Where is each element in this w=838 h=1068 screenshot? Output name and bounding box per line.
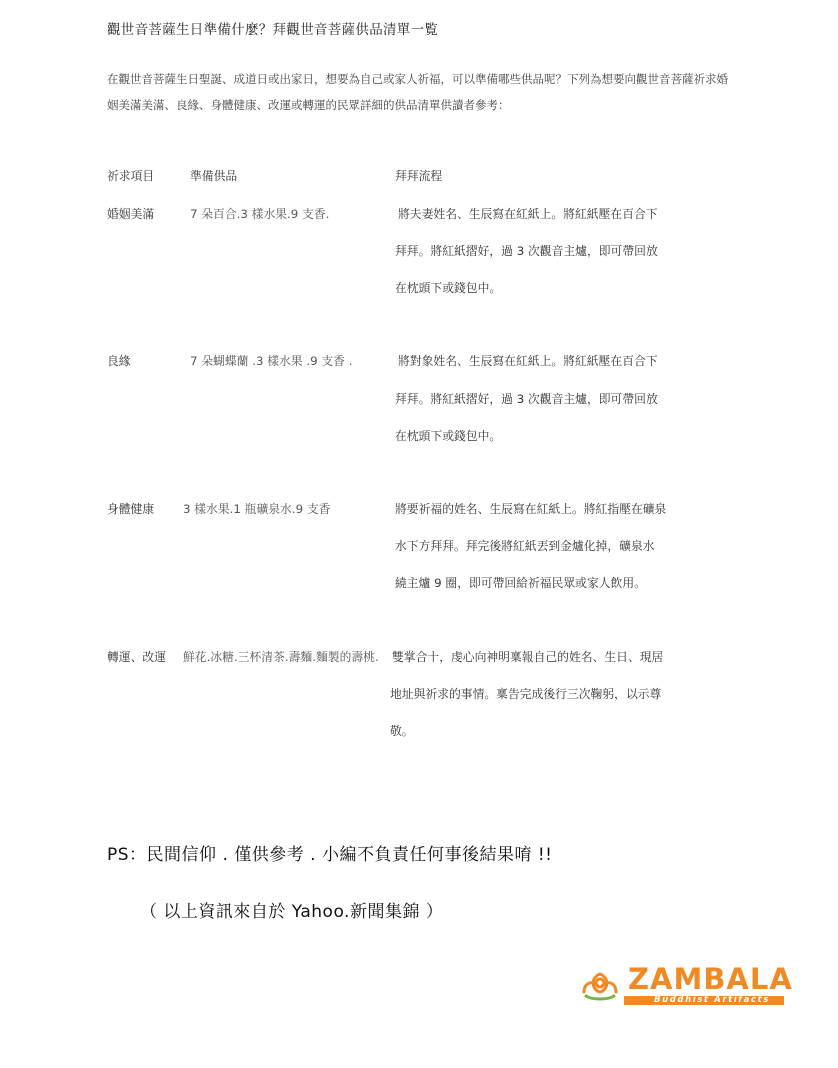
row-item-health: 身體健康: [107, 502, 155, 516]
intro-line-1: 在觀世音菩薩生日聖誕、成道日或出家日，想要為自己或家人祈福，可以準備哪些供品呢？下列為想要向觀世音菩薩祈求婚: [107, 72, 728, 86]
intro-paragraph: [107, 66, 827, 118]
row-offering-luck: 鮮花.冰糖.三杯清茶.壽麵.麵製的壽桃.: [183, 650, 379, 664]
row-process-health-3: 繞主爐 9 圈，即可帶回給祈福民眾或家人飲用。: [395, 576, 646, 590]
row-process-good-match-3: 在枕頭下或錢包中。: [395, 429, 502, 443]
row-process-health-1: 將要祈福的姓名、生辰寫在紅紙上。將紅指壓在礦泉: [395, 502, 667, 516]
logo-tagline: Buddhist Artifacts: [654, 995, 770, 1005]
row-item-marriage: 婚姻美滿: [107, 207, 155, 221]
document-title: 觀世音菩薩生日準備什麼？拜觀世音菩薩供品清單一覧: [107, 22, 439, 38]
row-process-marriage-1: 將夫妻姓名、生辰寫在紅紙上。將紅紙壓在百合下: [398, 207, 658, 221]
row-offering-health: 3 樣水果.1 瓶礦泉水.9 支香: [183, 502, 331, 516]
row-process-marriage-3: 在枕頭下或錢包中。: [395, 281, 502, 295]
logo-brand: ZAMBALA: [628, 962, 793, 996]
header-process: 拜拜流程: [395, 169, 443, 183]
row-item-good-match: 良緣: [107, 354, 131, 368]
row-process-luck-3: 敬。: [390, 724, 414, 738]
row-offering-good-match: 7 朵蝴蝶蘭 .3 樣水果 .9 支香 .: [190, 354, 353, 368]
row-process-marriage-2: 拜拜。將紅紙摺好，過 3 次觀音主爐，即可帶回放: [395, 244, 658, 258]
intro-line-2: 姻美滿美滿、良緣、身體健康、改運或轉運的民眾詳細的供品清單供讀者參考：: [107, 98, 510, 112]
row-process-health-2: 水下方拜拜。拜完後將紅紙丟到金爐化掉，礦泉水: [395, 539, 655, 553]
header-offering: 準備供品: [190, 169, 238, 183]
header-item: 祈求項目: [107, 169, 155, 183]
row-process-luck-1: 雙掌合十，虔心向神明稟報自己的姓名、生日、現居: [392, 650, 664, 664]
zambala-logo: [580, 962, 795, 1008]
row-process-good-match-2: 拜拜。將紅紙摺好，過 3 次觀音主爐，即可帶回放: [395, 392, 658, 406]
row-process-good-match-1: 將對象姓名、生辰寫在紅紙上。將紅紙壓在百合下: [398, 354, 658, 368]
ps-note: PS：民間信仰 . 僅供參考 . 小編不負責任何事後結果唷 !!: [107, 845, 553, 865]
row-process-luck-2: 地址與祈求的事情。稟告完成後行三次鞠躬，以示尊: [390, 687, 662, 701]
row-item-luck: 轉運、改運: [107, 650, 166, 664]
row-offering-marriage: 7 朵百合.3 樣水果.9 支香.: [190, 207, 330, 221]
source-note: （ 以上資訊來自於 Yahoo.新聞集錦 ）: [140, 902, 444, 922]
